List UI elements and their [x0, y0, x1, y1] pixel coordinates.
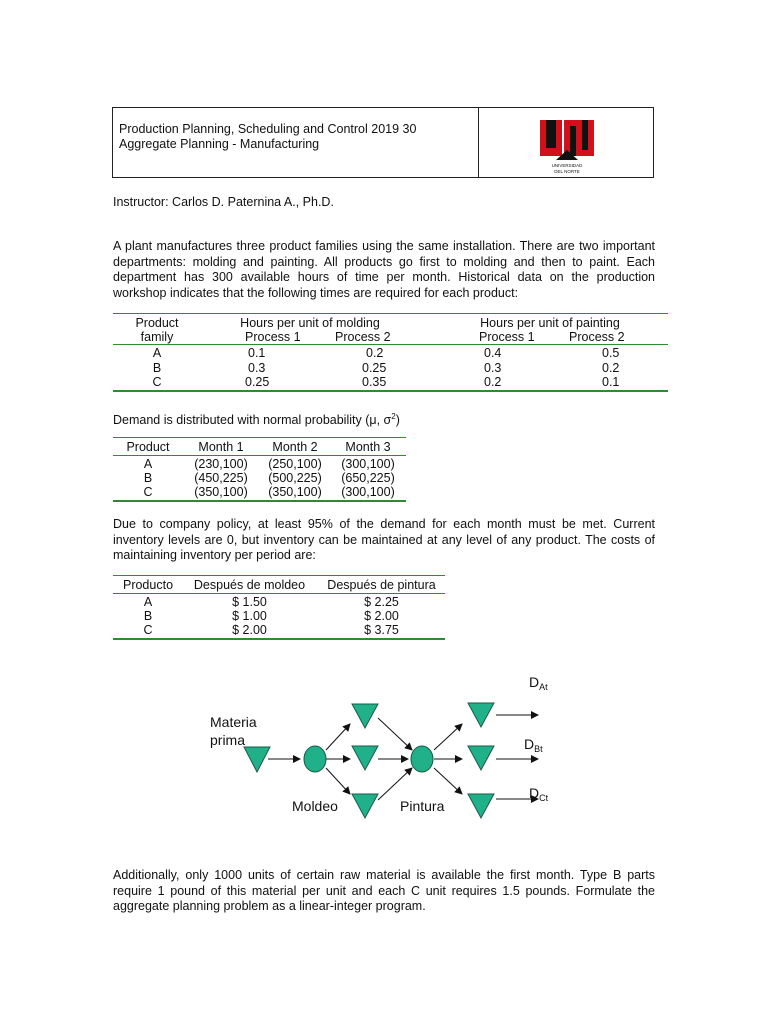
demand-line	[113, 409, 655, 429]
header-line-1: Production Planning, Scheduling and Control 2019 30	[119, 122, 417, 136]
table2-header: Month 1	[198, 440, 244, 454]
molding-node	[304, 746, 326, 772]
painting-node	[411, 746, 433, 772]
arrow-painting-to-a	[434, 724, 462, 750]
table1-cell: 0.25	[245, 375, 270, 389]
raw-material-triangle	[244, 747, 270, 772]
table3-cell: $ 1.00	[232, 609, 267, 623]
arrow-lower-to-painting	[378, 768, 412, 800]
table1-header-p-process1: Process 1	[479, 330, 535, 344]
table2-cell: (350,100)	[268, 485, 322, 499]
mu-symbol: μ	[369, 413, 377, 428]
table3-cell: $ 2.00	[232, 623, 267, 637]
demand-b-label	[524, 736, 543, 757]
finished-buffer-b	[468, 746, 494, 770]
header-box	[112, 107, 654, 178]
sigma-symbol: σ	[383, 413, 392, 428]
table2-cell: (500,225)	[268, 471, 322, 485]
table1-bottom-rule	[113, 390, 668, 392]
header-divider	[478, 108, 479, 177]
demand-c-label	[529, 785, 548, 806]
molding-buffer-middle	[352, 746, 378, 770]
table2-top-rule	[113, 437, 406, 438]
table1-cell: 0.35	[362, 375, 387, 389]
demand-a-label	[529, 674, 548, 695]
table1-cell: 0.3	[484, 361, 502, 375]
demand-b-d: D	[524, 736, 535, 752]
table3-cell: $ 2.25	[364, 595, 399, 609]
demand-comma: ,	[376, 413, 384, 428]
demand-c-sub: Ct	[539, 793, 549, 803]
table3-cell: $ 1.50	[232, 595, 267, 609]
finished-buffer-a	[468, 703, 494, 727]
table3-cell: A	[143, 595, 153, 609]
table1-cell: 0.1	[248, 346, 266, 360]
finished-buffer-c	[468, 794, 494, 818]
molding-buffer-lower	[352, 794, 378, 818]
table2-cell: (300,100)	[341, 485, 395, 499]
university-logo	[538, 116, 596, 176]
table2-cell: B	[143, 471, 153, 485]
table3-header: Producto	[122, 578, 174, 592]
sigma-exponent: 2	[391, 412, 396, 421]
table1-cell: C	[152, 375, 162, 389]
table3-cell: $ 3.75	[364, 623, 399, 637]
table1-top-rule	[113, 313, 668, 314]
instructor-line: Instructor: Carlos D. Paternina A., Ph.D.	[113, 195, 334, 209]
table2-cell: (230,100)	[194, 457, 248, 471]
arrow-painting-to-c	[434, 768, 462, 794]
table1-cell: B	[152, 361, 162, 375]
arrow-molding-to-upper	[326, 724, 350, 750]
table2-cell: (350,100)	[194, 485, 248, 499]
table3-cell: C	[143, 623, 153, 637]
table1-header-p-process2: Process 2	[569, 330, 625, 344]
table2-header: Month 2	[272, 440, 318, 454]
flow-diagram-svg	[200, 668, 570, 838]
table3-header: Después de moldeo	[193, 578, 306, 592]
table1-cell: 0.25	[362, 361, 387, 375]
table2-bottom-rule	[113, 500, 406, 502]
materia-label: Materia	[210, 714, 257, 730]
closing-paragraph: Additionally, only 1000 units of certain raw material is available the first month. Type B parts require 1 pound of this material per unit and each C unit requires 1.5 pounds. Formulate the aggregate planning problem as a linear-integer program.	[113, 868, 655, 913]
pintura-label: Pintura	[400, 798, 445, 814]
table2-cell: (650,225)	[341, 471, 395, 485]
table1-header-painting: Hours per unit of painting	[480, 316, 620, 330]
logo-caption-1: UNIVERSIDAD	[551, 163, 583, 168]
table3-header-rule	[113, 593, 445, 594]
table1-cell: A	[152, 346, 162, 360]
table1-cell: 0.4	[484, 346, 502, 360]
table1-cell: 0.2	[484, 375, 502, 389]
table2-cell: (250,100)	[268, 457, 322, 471]
prima-label: prima	[210, 732, 246, 748]
table2-header-rule	[113, 455, 406, 456]
table2-header: Month 3	[345, 440, 391, 454]
policy-paragraph: Due to company policy, at least 95% of the demand for each month must be met. Current inventory levels are 0, but inventory can be maintained at any level of any product. The costs of maintaining inventory per period are:	[113, 517, 655, 562]
table1-header-m-process2: Process 2	[335, 330, 391, 344]
table3-cell: $ 2.00	[364, 609, 399, 623]
table3-bottom-rule	[113, 638, 445, 640]
demand-b-sub: Bt	[534, 744, 543, 754]
demand-text: Demand is distributed with normal probability (	[113, 413, 370, 428]
moldeo-label: Moldeo	[292, 798, 338, 814]
table2-header: Product	[126, 440, 170, 454]
molding-buffer-upper	[352, 704, 378, 728]
production-flow-diagram	[200, 668, 570, 838]
intro-paragraph: A plant manufactures three product families using the same installation. There are two important departments: molding and painting. All products go first to molding and then to paint. Each department has 300 available hours of time per month. Historical data on the production workshop indicates that the following times are required for each product:	[113, 239, 655, 300]
table2-cell: (450,225)	[194, 471, 248, 485]
table3-top-rule	[113, 575, 445, 576]
table1-cell: 0.2	[602, 361, 620, 375]
demand-c-d: D	[529, 785, 540, 801]
table2-cell: C	[143, 485, 153, 499]
arrow-molding-to-lower	[326, 768, 350, 794]
header-line-2: Aggregate Planning - Manufacturing	[119, 137, 320, 151]
table1-header-molding: Hours per unit of molding	[240, 316, 380, 330]
header-title	[119, 122, 416, 152]
table1-cell: 0.1	[602, 375, 620, 389]
table1-cell: 0.2	[366, 346, 384, 360]
table1-header-product: Product	[135, 316, 179, 330]
demand-a-sub: At	[539, 682, 548, 692]
arrow-upper-to-painting	[378, 718, 412, 750]
table3-cell: B	[143, 609, 153, 623]
table1-cell: 0.5	[602, 346, 620, 360]
table1-header-rule	[113, 344, 668, 345]
table3-header: Después de pintura	[327, 578, 436, 592]
table2-cell: (300,100)	[341, 457, 395, 471]
table1-header-family: family	[140, 330, 174, 344]
logo-caption-2: DEL NORTE	[554, 169, 580, 174]
table2-cell: A	[143, 457, 153, 471]
demand-close: )	[395, 413, 400, 428]
demand-a-d: D	[529, 674, 540, 690]
table1-cell: 0.3	[248, 361, 266, 375]
table1-header-m-process1: Process 1	[245, 330, 301, 344]
